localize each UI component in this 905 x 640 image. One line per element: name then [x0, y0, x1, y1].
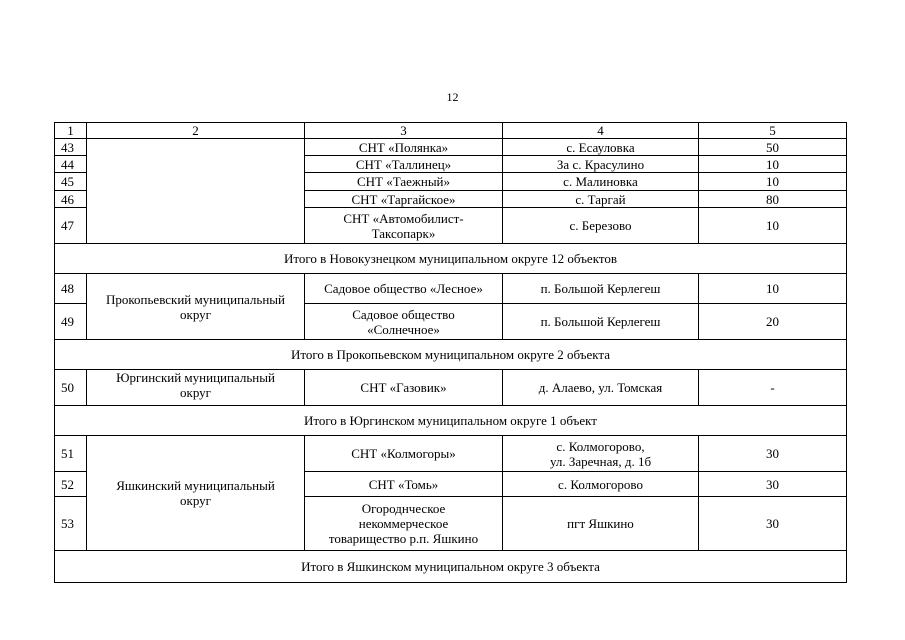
total-text: Итого в Яшкинском муниципальном округе 3 объекта [55, 551, 847, 583]
object-value: 50 [699, 139, 847, 156]
row-number: 44 [55, 156, 87, 173]
header-cell-1: 1 [55, 123, 87, 139]
row-number: 51 [55, 436, 87, 472]
total-text: Итого в Прокопьевском муниципальном округе 2 объекта [55, 340, 847, 370]
object-name [305, 497, 503, 551]
table-row [55, 274, 847, 304]
object-value: 30 [699, 436, 847, 472]
total-row [55, 244, 847, 274]
object-location: с. Колмогорово [503, 472, 699, 497]
object-location: п. Большой Керлегеш [503, 304, 699, 340]
object-value: 80 [699, 191, 847, 208]
object-value: 20 [699, 304, 847, 340]
page-number: 12 [446, 90, 459, 104]
object-location: За с. Красулино [503, 156, 699, 173]
object-name: СНТ «Таежный» [305, 173, 503, 191]
object-name [305, 304, 503, 340]
total-row [55, 340, 847, 370]
table-row [55, 436, 847, 472]
district-name-line: Юргинский муниципальный [116, 370, 275, 385]
object-location-line: с. Колмогорово, [556, 438, 645, 454]
object-value: 10 [699, 156, 847, 173]
row-number: 47 [55, 208, 87, 244]
object-name-line: СНТ «Автомобилист- [343, 210, 464, 226]
object-location: с. Таргай [503, 191, 699, 208]
object-location: с. Березово [503, 208, 699, 244]
table-row [55, 139, 847, 156]
object-value: 10 [699, 274, 847, 304]
object-name-line: «Солнечное» [367, 321, 440, 337]
object-name: СНТ «Таргайское» [305, 191, 503, 208]
district-cell [87, 139, 305, 244]
object-name [305, 208, 503, 244]
district-name-line: округ [180, 306, 211, 322]
object-value: 10 [699, 208, 847, 244]
object-name: СНТ «Газовик» [305, 370, 503, 406]
object-name: СНТ «Таллинец» [305, 156, 503, 173]
district-cell [87, 436, 305, 551]
object-location: пгт Яшкино [503, 497, 699, 551]
object-location: с. Малиновка [503, 173, 699, 191]
district-cell [87, 274, 305, 340]
row-number: 43 [55, 139, 87, 156]
district-name-line: Яшкинский муниципальный [116, 478, 275, 493]
object-location [503, 436, 699, 472]
row-number: 50 [55, 370, 87, 406]
row-number: 49 [55, 304, 87, 340]
header-cell-3: 3 [305, 123, 503, 139]
district-cell [87, 370, 305, 406]
row-number: 53 [55, 497, 87, 551]
object-name-line: товарищество р.п. Яшкино [328, 531, 479, 546]
district-name-line: округ [180, 493, 211, 508]
table-header-row [55, 123, 847, 139]
table-row [55, 370, 847, 406]
object-value: - [699, 370, 847, 406]
object-name: Садовое общество «Лесное» [305, 274, 503, 304]
row-number: 48 [55, 274, 87, 304]
object-location: п. Большой Керлегеш [503, 274, 699, 304]
object-name: СНТ «Томь» [305, 472, 503, 497]
header-cell-5: 5 [699, 123, 847, 139]
object-location: д. Алаево, ул. Томская [503, 370, 699, 406]
object-name-line: некоммерческое [358, 516, 449, 531]
district-name-line: Прокопьевский муниципальный [106, 291, 285, 307]
total-text: Итого в Новокузнецком муниципальном округе 12 объектов [55, 244, 847, 274]
object-name: СНТ «Колмогоры» [305, 436, 503, 472]
header-cell-4: 4 [503, 123, 699, 139]
object-value: 30 [699, 472, 847, 497]
object-name-line: Таксопарк» [371, 225, 436, 241]
object-value: 30 [699, 497, 847, 551]
header-cell-2: 2 [87, 123, 305, 139]
object-value: 10 [699, 173, 847, 191]
row-number: 52 [55, 472, 87, 497]
total-row [55, 551, 847, 583]
object-name: СНТ «Полянка» [305, 139, 503, 156]
row-number: 46 [55, 191, 87, 208]
total-text: Итого в Юргинском муниципальном округе 1 объект [55, 406, 847, 436]
object-name-line: Садовое общество [352, 306, 455, 322]
object-location-line: ул. Заречная, д. 1б [549, 453, 652, 469]
objects-table [54, 122, 847, 583]
object-name-line: Огороднческое [361, 501, 446, 516]
total-row [55, 406, 847, 436]
object-location: с. Есауловка [503, 139, 699, 156]
district-name-line: округ [180, 385, 211, 400]
row-number: 45 [55, 173, 87, 191]
